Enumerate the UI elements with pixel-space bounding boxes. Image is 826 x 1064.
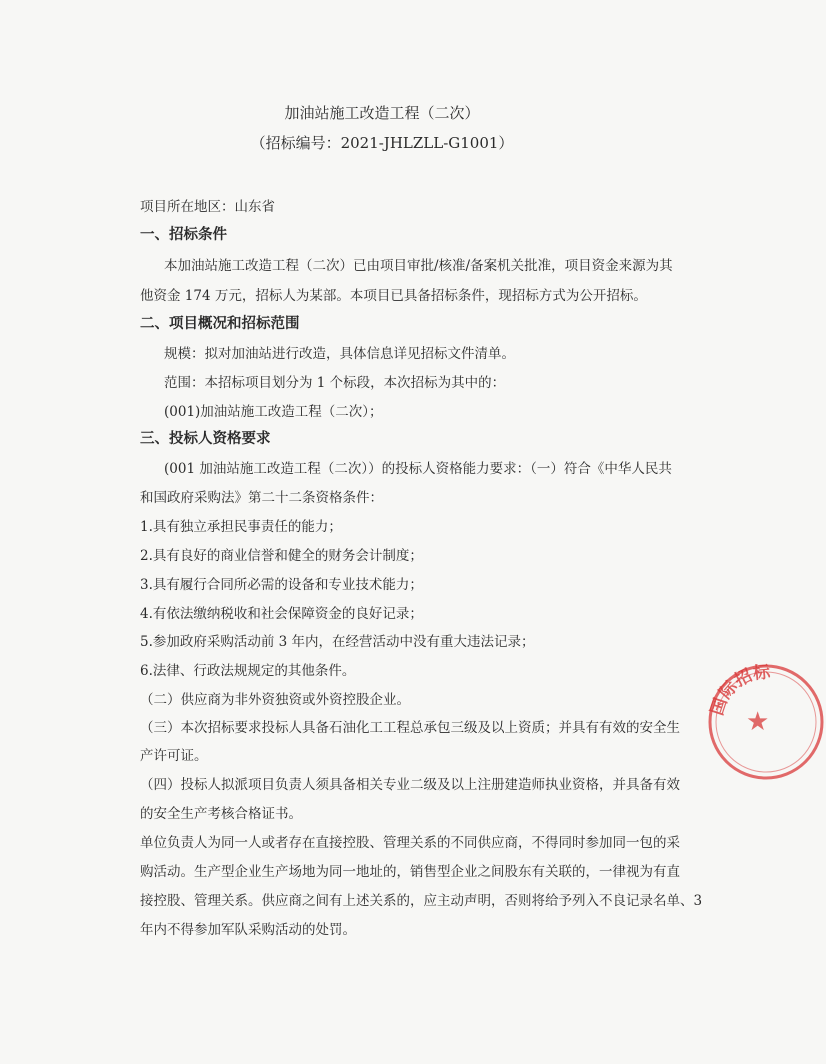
section-heading-conditions: 一、招标条件 xyxy=(140,227,227,243)
qualification-clause-2: （二）供应商为非外资独资或外资控股企业。 xyxy=(140,692,410,708)
project-region: 项目所在地区：山东省 xyxy=(140,199,275,215)
qualification-clause-3-line-2: 产许可证。 xyxy=(140,748,208,764)
qualification-item: 2.具有良好的商业信誉和健全的财务会计制度； xyxy=(140,548,423,564)
section-heading-overview: 二、项目概况和招标范围 xyxy=(140,316,300,332)
document-title: 加油站施工改造工程（二次） xyxy=(284,104,480,122)
qualification-intro-2: 和国政府采购法》第二十二条资格条件： xyxy=(140,490,383,506)
qualification-clause-4-line-2: 的安全生产考核合格证书。 xyxy=(140,806,302,822)
conditions-line-1: 本加油站施工改造工程（二次）已由项目审批/核准/备案机关批准，项目资金来源为其 xyxy=(164,258,673,274)
qualification-item: 3.具有履行合同所必需的设备和专业技术能力； xyxy=(140,577,423,593)
qualification-item: 6.法律、行政法规规定的其他条件。 xyxy=(140,663,356,679)
red-seal-stamp xyxy=(706,662,826,782)
tender-number: （招标编号：2021-JHLZLL-G1001） xyxy=(250,134,514,152)
overview-lot: (001)加油站施工改造工程（二次）； xyxy=(164,404,383,420)
notice-line-1: 单位负责人为同一人或者存在直接控股、管理关系的不同供应商，不得同时参加同一包的采 xyxy=(140,835,680,851)
qualification-clause-3-line-1: （三）本次招标要求投标人具备石油化工工程总承包三级及以上资质；并具有有效的安全生 xyxy=(140,720,680,736)
overview-scope: 范围：本招标项目划分为 1 个标段，本次招标为其中的： xyxy=(164,375,506,391)
qualification-item: 4.有依法缴纳税收和社会保障资金的良好记录； xyxy=(140,606,423,622)
overview-scale: 规模：拟对加油站进行改造，具体信息详见招标文件清单。 xyxy=(164,346,515,362)
svg-text:国际招标: 国际招标 xyxy=(707,662,771,718)
notice-line-3: 接控股、管理关系。供应商之间有上述关系的，应主动声明，否则将给予列入不良记录名单、3 xyxy=(140,893,703,909)
notice-line-4: 年内不得参加军队采购活动的处罚。 xyxy=(140,922,356,938)
conditions-line-2: 他资金 174 万元，招标人为某部。本项目已具备招标条件，现招标方式为公开招标。 xyxy=(140,288,647,304)
qualification-item: 1.具有独立承担民事责任的能力； xyxy=(140,519,342,535)
qualification-intro-1: (001 加油站施工改造工程（二次））的投标人资格能力要求：（一）符合《中华人民共 xyxy=(164,461,672,477)
notice-line-2: 购活动。生产型企业生产场地为同一地址的，销售型企业之间股东有关联的，一律视为有直 xyxy=(140,864,680,880)
section-heading-qualification: 三、投标人资格要求 xyxy=(140,431,271,447)
svg-text:★: ★ xyxy=(746,707,770,737)
qualification-item: 5.参加政府采购活动前 3 年内，在经营活动中没有重大违法记录； xyxy=(140,634,535,650)
qualification-clause-4-line-1: （四）投标人拟派项目负责人须具备相关专业二级及以上注册建造师执业资格，并具备有效 xyxy=(140,777,680,793)
